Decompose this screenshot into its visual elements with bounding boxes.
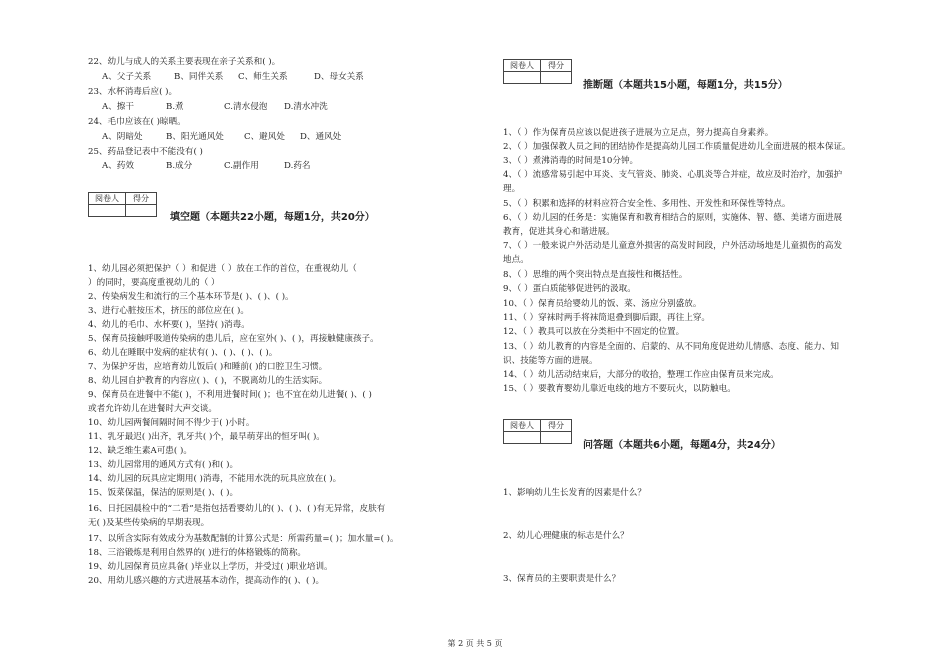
fill-question: 3、进行心脏按压术，挤压的部位应在( )。 [88, 306, 249, 316]
fill-question: ）的同时，要高度重视幼儿的（ ） [88, 278, 220, 288]
judge-question: 14、（ ）幼儿活动结束后，大部分的收拾，整理工作应由保育员来完成。 [503, 370, 779, 380]
mc-question: 24、毛巾应该在( )晾晒。 [88, 117, 186, 127]
judge-question: 8、（ ）思维的两个突出特点是直接性和概括性。 [503, 270, 688, 280]
mc-option: D.清水冲洗 [284, 102, 328, 112]
qa-question: 3、保育员的主要职责是什么？ [503, 574, 621, 584]
judge-question: 理。 [503, 184, 521, 194]
grader-cell[interactable] [504, 72, 541, 84]
score-box [503, 419, 572, 444]
mc-option: C.副作用 [224, 161, 259, 171]
mc-option: C、师生关系 [238, 72, 288, 82]
judge-question: 1、（ ）作为保育员应该以促进孩子进展为立足点，努力提高自身素养。 [503, 128, 774, 138]
fill-question: 12、缺乏维生素A可患( )。 [88, 446, 192, 456]
mc-option: B、同伴关系 [174, 72, 224, 82]
judge-question: 15、（ ）要教育婴幼儿靠近电线的地方不要玩火，以防触电。 [503, 384, 736, 394]
judge-question: 12、（ ）教具可以放在分类柜中不固定的位置。 [503, 327, 685, 337]
fill-question: 15、饭菜保温，保洁的原则是( )、( )。 [88, 488, 239, 498]
score-box [88, 192, 157, 217]
grader-cell[interactable] [89, 205, 126, 217]
fill-question: 20、用幼儿感兴趣的方式进展基本动作，提高动作的( )、( )。 [88, 576, 325, 586]
mc-option: D.药名 [284, 161, 311, 171]
mc-question: 25、药品登记表中不能没有( ) [88, 147, 203, 157]
score-cell[interactable] [541, 72, 572, 84]
score-label: 得分 [541, 60, 572, 72]
grader-label: 阅卷人 [504, 60, 541, 72]
fill-question: 5、保育员接触呼吸道传染病的患儿后，应在室外( )、( )，再接触健康孩子。 [88, 334, 379, 344]
judge-question: 教育，促进其身心和谐进展。 [503, 227, 615, 237]
mc-option: D、母女关系 [314, 72, 364, 82]
judge-question: 4、（ ）流感常易引起中耳炎、支气管炎、肺炎、心肌炎等合并症，故应及时治疗，加强护 [503, 170, 843, 180]
fill-question: 6、幼儿在睡眠中发病的症状有( )、( )、( )、( )。 [88, 348, 278, 358]
mc-question: 23、水杯消毒后应( )。 [88, 87, 178, 97]
mc-option: C、避风处 [244, 132, 285, 142]
fill-question: 4、幼儿的毛巾、水杯要( )，坚持( )消毒。 [88, 320, 250, 330]
mc-option: A、药效 [102, 161, 134, 171]
fill-question: 11、乳牙最迟( )出齐，乳牙共( )个，最早萌芽出的恒牙叫( )。 [88, 432, 325, 442]
fill-question: 19、幼儿园保育员应具备( )毕业以上学历，并受过( )职业培训。 [88, 562, 333, 572]
mc-option: A、父子关系 [102, 72, 152, 82]
fill-question: 1、幼儿园必须把保护（ ）和促进（ ）放在工作的首位，在重视幼儿（ [88, 264, 357, 274]
judge-question: 地点。 [503, 255, 529, 265]
mc-option: A、擦干 [102, 102, 134, 112]
score-label: 得分 [541, 420, 572, 432]
fill-question: 10、幼儿园两餐间隔时间不得少于( )小时。 [88, 418, 255, 428]
fill-question: 或者允许幼儿在进餐时大声交谈。 [88, 404, 217, 414]
grader-label: 阅卷人 [89, 193, 126, 205]
judge-question: 5、（ ）积累和选择的材料应符合安全性、多用性、开发性和环保性等特点。 [503, 199, 791, 209]
judge-question: 2、（ ）加强保教人员之间的团结协作是提高幼儿园工作质量促进幼儿全面进展的根本保证。 [503, 142, 851, 152]
qa-question: 2、幼儿心理健康的标志是什么？ [503, 531, 629, 541]
fill-question: 18、三浴锻炼是利用自然界的( )进行的体格锻炼的简称。 [88, 548, 307, 558]
judge-question: 识、技能等方面的进展。 [503, 356, 598, 366]
section-heading-judge: 推断题（本题共15小题，每题1分，共15分） [583, 80, 788, 91]
page-footer: 第 2 页 共 5 页 [447, 639, 503, 648]
mc-question: 22、幼儿与成人的关系主要表现在亲子关系和( )。 [88, 57, 281, 67]
fill-question: 9、保育员在进餐中不能( )，不利用进餐时间( )；也不宜在幼儿进餐( )、( ) [88, 390, 372, 400]
score-cell[interactable] [126, 205, 157, 217]
mc-option: D、通风处 [300, 132, 342, 142]
judge-question: 10、（ ）保育员给婴幼儿的饭、菜、汤应分别盛放。 [503, 299, 702, 309]
qa-question: 1、影响幼儿生长发育的因素是什么？ [503, 488, 646, 498]
judge-question: 9、（ ）蛋白质能够促进钙的汲取。 [503, 284, 636, 294]
grader-cell[interactable] [504, 432, 541, 444]
fill-question: 17、以所含实际有效成分为基数配制的计算公式是：所需药量=( )；加水量=( )。 [88, 534, 399, 544]
judge-question: 6、（ ）幼儿园的任务是：实施保育和教育相结合的原则，实施体、智、德、美诸方面进展 [503, 213, 843, 223]
score-box [503, 59, 572, 84]
judge-question: 13、（ ）幼儿教育的内容是全面的、启蒙的、从不同角度促进幼儿情感、态度、能力、知 [503, 342, 839, 352]
section-heading-fill: 填空题（本题共22小题，每题1分，共20分） [170, 212, 375, 223]
fill-question: 14、幼儿园的玩具应定期用( )消毒，不能用水洗的玩具应放在( )。 [88, 474, 342, 484]
judge-question: 11、（ ）穿袜时两手将袜筒退叠到脚后跟，再往上穿。 [503, 313, 711, 323]
mc-option: A、阴暗处 [102, 132, 143, 142]
fill-question: 2、传染病发生和流行的三个基本环节是( )、( )、( )。 [88, 292, 294, 302]
mc-option: B.成分 [166, 161, 193, 171]
grader-label: 阅卷人 [504, 420, 541, 432]
score-cell[interactable] [541, 432, 572, 444]
mc-option: B、阳光通风处 [166, 132, 224, 142]
score-label: 得分 [126, 193, 157, 205]
section-heading-qa: 问答题（本题共6小题，每题4分，共24分） [583, 440, 781, 451]
fill-question: 13、幼儿园常用的通风方式有( )和( )。 [88, 460, 239, 470]
fill-question: 无( )及某些传染病的早期表现。 [88, 518, 210, 528]
mc-option: B.煮 [166, 102, 184, 112]
judge-question: 7、（ ）一般来说户外活动是儿童意外损害的高发时间段，户外活动场地是儿童损伤的高发 [503, 241, 843, 251]
fill-question: 7、为保护牙齿，应培育幼儿饭后( )和睡前( )的口腔卫生习惯。 [88, 362, 328, 372]
judge-question: 3、（ ）煮沸消毒的时间是10分钟。 [503, 156, 639, 166]
fill-question: 8、幼儿园自护教育的内容应( )、( )，不脱离幼儿的生活实际。 [88, 376, 328, 386]
fill-question: 16、日托园晨检中的“二看”是指包括看婴幼儿的( )、( )、( )有无异常，皮肤有 [88, 504, 386, 514]
mc-option: C.清水侵泡 [224, 102, 268, 112]
